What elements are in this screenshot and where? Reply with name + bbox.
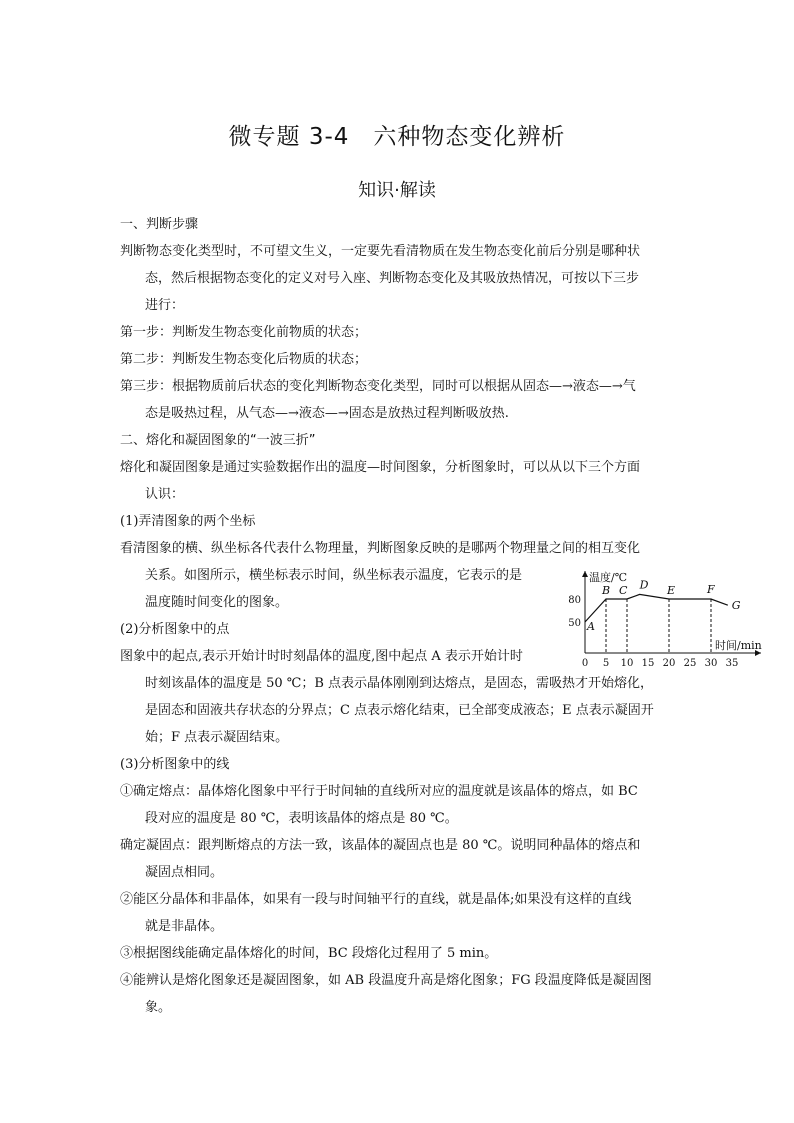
x-axis-label: 时间/min: [715, 639, 762, 652]
step-one: 第一步：判断发生物态变化前物质的状态；: [120, 325, 368, 340]
subheading-axes: (1)弄清图象的两个坐标: [120, 514, 256, 529]
x-tick-label: 20: [662, 658, 676, 669]
y-axis-label: 温度/℃: [589, 571, 628, 584]
paragraph-line: 象。: [145, 1000, 172, 1015]
paragraph-line: ④能辨认是熔化图象还是凝固图象，如 AB 段温度升高是熔化图象；FG 段温度降低是凝固图: [120, 973, 652, 988]
paragraph-line: 图象中的起点,表示开始计时时刻晶体的温度,图中起点 A 表示开始计时: [120, 649, 523, 664]
paragraph-line: ②能区分晶体和非晶体，如果有一段与时间轴平行的直线，就是晶体;如果没有这样的直线: [120, 892, 632, 907]
x-tick-label: 0: [581, 658, 589, 669]
temperature-time-chart: [555, 565, 765, 670]
point-label: E: [667, 584, 676, 597]
point-label: B: [602, 584, 611, 597]
page-title: 微专题 3-4 六种物态变化辨析: [228, 124, 566, 150]
x-tick-label: 10: [620, 658, 634, 669]
paragraph-line: 时刻该晶体的温度是 50 ℃；B 点表示晶体刚刚到达熔点，是固态，需吸热才开始熔化，: [145, 676, 654, 691]
point-label: A: [587, 620, 595, 633]
paragraph-line: 看清图象的横、纵坐标各代表什么物理量，判断图象反映的是哪两个物理量之间的相互变化: [120, 541, 641, 556]
x-tick-label: 30: [704, 658, 718, 669]
paragraph-line: 态是吸热过程，从气态—→液态—→固态是放热过程判断吸放热.: [145, 406, 509, 421]
heading-judgment-steps: 一、判断步骤: [120, 217, 199, 232]
paragraph-line: ①确定熔点：晶体熔化图象中平行于时间轴的直线所对应的温度就是该晶体的熔点，如 BC: [120, 784, 638, 799]
paragraph-line: 始；F 点表示凝固结束。: [145, 730, 289, 745]
step-two: 第二步：判断发生物态变化后物质的状态；: [120, 352, 368, 367]
paragraph-line: 是固态和固液共存状态的分界点；C 点表示熔化结束，已全部变成液态；E 点表示凝固开: [145, 703, 654, 718]
paragraph-line: 就是非晶体。: [145, 919, 224, 934]
x-tick-label: 35: [725, 658, 739, 669]
x-tick-label: 25: [683, 658, 697, 669]
y-tick-label: 80: [568, 595, 581, 606]
paragraph-line: 认识：: [145, 487, 185, 502]
point-label: D: [639, 578, 649, 592]
x-tick-label: 15: [641, 658, 655, 669]
paragraph-line: 判断物态变化类型时，不可望文生义，一定要先看清物质在发生物态变化前后分别是哪种状: [120, 244, 641, 259]
paragraph-line: 温度随时间变化的图象。: [145, 595, 289, 610]
step-three: 第三步：根据物质前后状态的变化判断物态变化类型，同时可以根据从固态—→液态—→气: [120, 379, 636, 394]
paragraph-line: ③根据图线能确定晶体熔化的时间，BC 段熔化过程用了 5 min。: [120, 946, 498, 961]
point-label: F: [707, 583, 715, 596]
point-label: C: [619, 584, 628, 597]
subheading-points: (2)分析图象中的点: [120, 622, 230, 637]
heading-melting-graph: 二、熔化和凝固图象的“一波三折”: [120, 433, 316, 448]
paragraph-line: 凝固点相同。: [145, 865, 224, 880]
paragraph-line: 进行：: [145, 298, 185, 313]
subheading-lines: (3)分析图象中的线: [120, 757, 230, 772]
temperature-curve: [585, 594, 728, 622]
y-tick-label: 50: [568, 618, 581, 629]
x-tick-label: 5: [602, 658, 610, 669]
paragraph-line: 态，然后根据物态变化的定义对号入座、判断物态变化及其吸放热情况，可按以下三步: [145, 271, 640, 286]
y-axis-arrow: [582, 571, 588, 577]
paragraph-line: 段对应的温度是 80 ℃，表明该晶体的熔点是 80 ℃。: [145, 811, 458, 826]
point-label: G: [731, 599, 741, 613]
section-subtitle: 知识·解读: [358, 180, 436, 201]
paragraph-line: 关系。如图所示，横坐标表示时间，纵坐标表示温度，它表示的是: [145, 568, 523, 583]
paragraph-line: 熔化和凝固图象是通过实验数据作出的温度—时间图象，分析图象时，可以从以下三个方面: [120, 460, 641, 475]
paragraph-line: 确定凝固点：跟判断熔点的方法一致，该晶体的凝固点也是 80 ℃。说明同种晶体的熔点和: [120, 838, 641, 853]
